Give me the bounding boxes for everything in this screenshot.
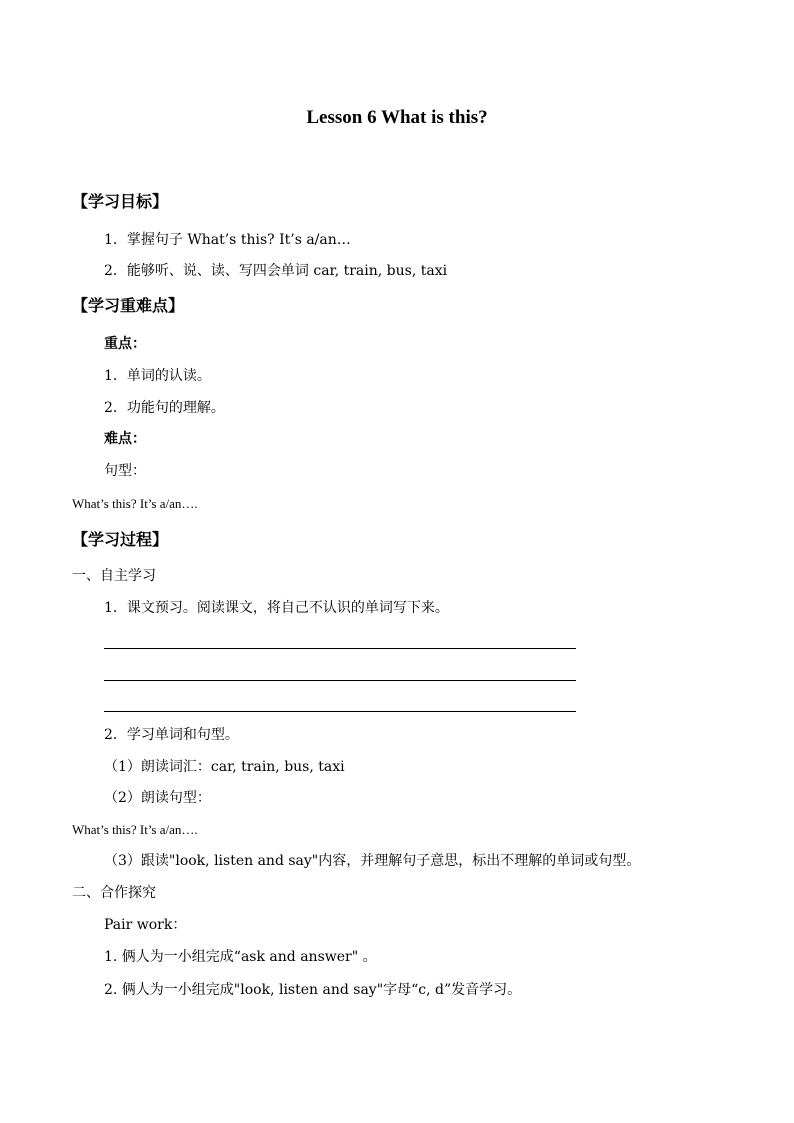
key-points-heading: 【学习重难点】 <box>72 296 185 315</box>
goal-item-1: 1．掌握句子 What’s this? It’s a/an… <box>104 232 351 248</box>
pattern-label: 句型： <box>104 463 146 479</box>
key-item-2: 2．功能句的理解。 <box>104 400 225 416</box>
part1-step1: 1．课文预习。阅读课文，将自己不认识的单词写下来。 <box>104 600 449 616</box>
difficult-label: 难点： <box>104 431 146 447</box>
key-label: 重点： <box>104 336 146 352</box>
writing-line-2 <box>104 680 576 681</box>
part1-sub1: （1）朗读词汇：car, train, bus, taxi <box>104 759 345 775</box>
page-title: Lesson 6 What is this? <box>306 107 488 128</box>
key-item-1: 1．单词的认读。 <box>104 368 211 384</box>
part1-sub2-sentence: What’s this? It’s a/an…. <box>72 822 198 837</box>
pair-work-label: Pair work： <box>104 917 187 933</box>
part1-sub3: （3）跟读"look, listen and say"内容，并理解句子意思，标出不理解的单词或句型。 <box>104 853 641 869</box>
pattern-sentence: What’s this? It’s a/an…. <box>72 496 198 511</box>
goals-heading: 【学习目标】 <box>72 192 169 211</box>
goal-item-2: 2．能够听、说、读、写四会单词 car, train, bus, taxi <box>104 263 448 279</box>
part1-sub2: （2）朗读句型： <box>104 790 211 806</box>
part2-item-1: 1. 俩人为一小组完成“ask and answer" 。 <box>104 949 377 965</box>
writing-line-1 <box>104 648 576 649</box>
part1-heading: 一、自主学习 <box>72 568 156 584</box>
writing-line-3 <box>104 711 576 712</box>
process-heading: 【学习过程】 <box>72 530 169 549</box>
part2-heading: 二、合作探究 <box>72 885 156 901</box>
part1-step2: 2．学习单词和句型。 <box>104 727 239 743</box>
part2-item-2: 2. 俩人为一小组完成"look, listen and say"字母“c, d”发音学习。 <box>104 982 522 998</box>
